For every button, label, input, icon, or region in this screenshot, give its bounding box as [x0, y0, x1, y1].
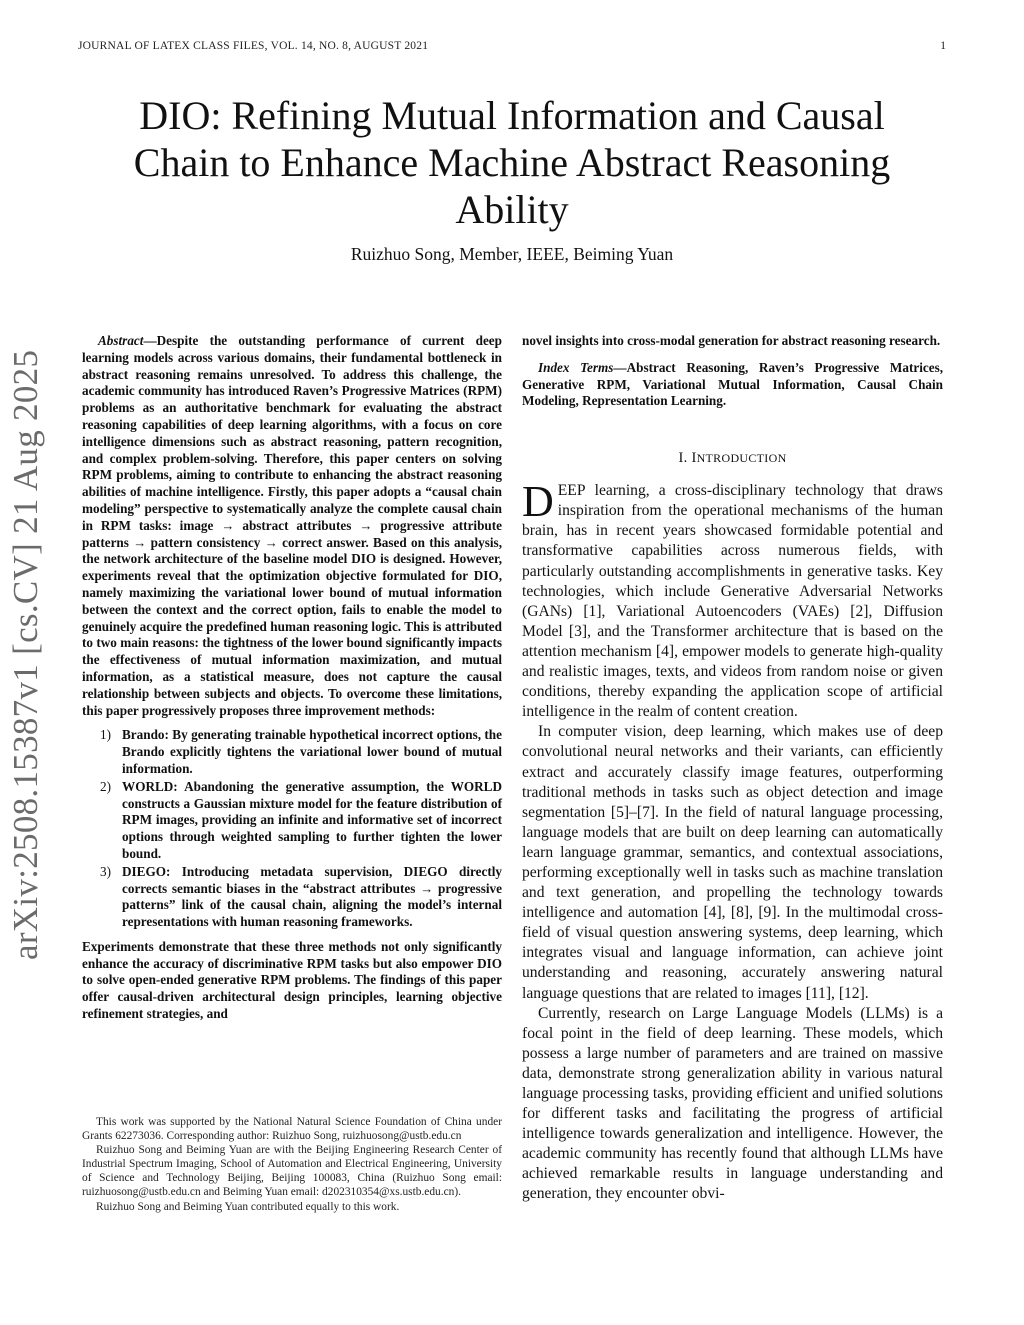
footnote-funding: This work was supported by the National Natural Science Foundation of China under Grants 62273036. Corresponding author: Ruizhuo Song, ruizhuosong@ustb.edu.cn	[82, 1116, 502, 1143]
intro-paragraph-1-text: learning, a cross-disciplinary technology that draws inspiration from the operational mechanisms of the human brain, has in recent years showcased formidable potential and transformative capabilities across numerous fields, with particularly outstanding accomplishments in generative tasks. Key technologies, which include Generative Adversarial Networks (GANs) [1], Variational Autoencoders (VAEs) [2], Diffusion Model [3], and the Transformer architecture that is based on the attention mechanism [4], empower models to generate high-quality and realistic images, texts, and videos from random noise or given conditions, thereby expanding the application scope of artificial intelligence in the realm of content creation.	[522, 482, 943, 721]
section-initial: I	[691, 450, 697, 467]
abstract	[82, 333, 502, 719]
right-column	[522, 333, 943, 1205]
abstract-closing-continued: novel insights into cross-modal generation for abstract reasoning research.	[522, 333, 941, 348]
list-item	[82, 864, 502, 931]
section-number: I.	[678, 450, 688, 467]
section-title-rest: NTRODUCTION	[696, 451, 787, 466]
intro-paragraph-3: Currently, research on Large Language Models (LLMs) is a focal point in the field of deep learning. These models, which possess a large number of parameters and are trained on massive data, demonstrate strong generalization ability in various natural language processing tasks, providing efficient and unified solutions for different tasks and facilitating the progress of artificial intelligence towards generalization and intelligence. However, the academic community has recently found that although LLMs have achieved remarkable results in language understanding and generation, they encounter obvi-	[522, 1004, 943, 1203]
footnote-affiliation: Ruizhuo Song and Beiming Yuan are with the Beijing Engineering Research Center of Industrial Spectrum Imaging, School of Automation and Electrical Engineering, University of Science and Technology Beijing, Beijing 100083, China (Ruizhuo Song email: ruizhuosong@ustb.edu.cn and Beiming Yuan email: d202310354@xs.ustb.edu.cn).	[82, 1144, 502, 1199]
drop-cap-word-rest: EEP	[557, 482, 586, 500]
abstract-closing: Experiments demonstrate that these three methods not only significantly enhance the accuracy of discriminative RPM tasks but also empower DIO to solve open-ended generative RPM problems. The findings of this paper offer causal-driven architectural design principles, learning objective refinement strategies, and	[82, 938, 502, 1022]
list-item	[82, 727, 502, 777]
intro-paragraph-2: In computer vision, deep learning, which makes use of deep convolutional neural networks and their variants, can efficiently extract and accurately classify image features, outperforming traditional methods in tasks such as object detection and image segmentation [5]–[7]. In the field of natural language processing, language models that are built on deep learning can automatically learn language grammar, semantics, and contextual associations, performing exceptionally well in tasks such as machine translation and text generation, and propelling the technology towards intelligence and automation [4], [8], [9]. In the multimodal cross-field of visual question answering systems, deep learning, which integrates visual and language information, can achieve joint understanding and reasoning, accurately answering natural language questions that are related to images [11], [12].	[522, 723, 943, 1002]
list-item-number: 1)	[100, 727, 111, 743]
index-terms	[522, 360, 943, 410]
list-item-number: 3)	[100, 863, 111, 879]
intro-paragraph-1	[522, 477, 943, 722]
section-heading-introduction	[522, 450, 943, 467]
list-item	[82, 779, 502, 863]
running-header: JOURNAL OF LATEX CLASS FILES, VOL. 14, NO. 8, AUGUST 2021	[78, 40, 429, 52]
list-item-text: DIEGO: Introducing metadata supervision, DIEGO directly corrects semantic biases in the “abstract attributes → progressive patterns” link of the causal chain, aligning the model’s internal representations with human reasoning frameworks.	[122, 863, 502, 930]
index-terms-text: —Abstract Reasoning, Raven’s Progressive Matrices, Generative RPM, Variational Mutual Information, Causal Chain Modeling, Representation Learning.	[522, 359, 943, 409]
left-column	[82, 333, 502, 1023]
abstract-label: Abstract	[98, 333, 144, 348]
index-terms-label: Index Terms	[538, 359, 614, 375]
abstract-text: —Despite the outstanding performance of current deep learning models across various domains, their fundamental bottleneck in abstract reasoning remains unresolved. To address this challenge, the academic community has introduced Raven’s Progressive Matrices (RPM) problems as an authoritative benchmark for evaluating the abstract reasoning capabilities of deep learning algorithms, with a focus on core intelligence dimensions such as abstract reasoning, pattern recognition, and complex problem-solving. Therefore, this paper centers on solving RPM problems, aiming to contribute to enhancing the abstract reasoning abilities of machine intelligence. Firstly, this paper adopts a “causal chain modeling” perspective to systematically analyze the complete causal chain in RPM tasks: image → abstract attributes → progressive attribute patterns → pattern consistency → correct answer. Based on this analysis, the network architecture of the baseline model DIO is designed. However, experiments reveal that the optimization objective formulated for DIO, namely maximizing the variational lower bound of mutual information between the context and the correct option, fails to enable the model to genuinely acquire the predefined human reasoning logic. This is attributed to two main reasons: the tightness of the lower bound significantly impacts the effectiveness of mutual information maximization, and mutual information, as a statistical measure, does not capture the causal relationship between subjects and objects. To overcome these limitations, this paper progressively proposes three improvement methods:	[82, 333, 502, 718]
list-item-number: 2)	[100, 778, 111, 794]
list-item-text: WORLD: Abandoning the generative assumption, the WORLD constructs a Gaussian mixture model for the feature distribution of RPM images, providing an infinite and informative set of incorrect options through weighted sampling to further tighten the lower bound.	[122, 778, 502, 861]
paper-title: DIO: Refining Mutual Information and Causal Chain to Enhance Machine Abstract Reasoning Ability	[133, 93, 891, 232]
page-number: 1	[940, 40, 946, 52]
drop-cap: D	[522, 477, 554, 527]
list-item-text: Brando: By generating trainable hypothetical incorrect options, the Brando explicitly tightens the variational lower bound of mutual information.	[122, 727, 502, 776]
footnote-contribution: Ruizhuo Song and Beiming Yuan contributed equally to this work.	[96, 1200, 400, 1213]
paper-authors: Ruizhuo Song, Member, IEEE, Beiming Yuan	[350, 244, 674, 264]
arxiv-stamp-text: arXiv:2508.15387v1 [cs.CV] 21 Aug 2025	[6, 349, 45, 960]
footnotes	[82, 1115, 502, 1214]
method-list	[82, 727, 502, 931]
